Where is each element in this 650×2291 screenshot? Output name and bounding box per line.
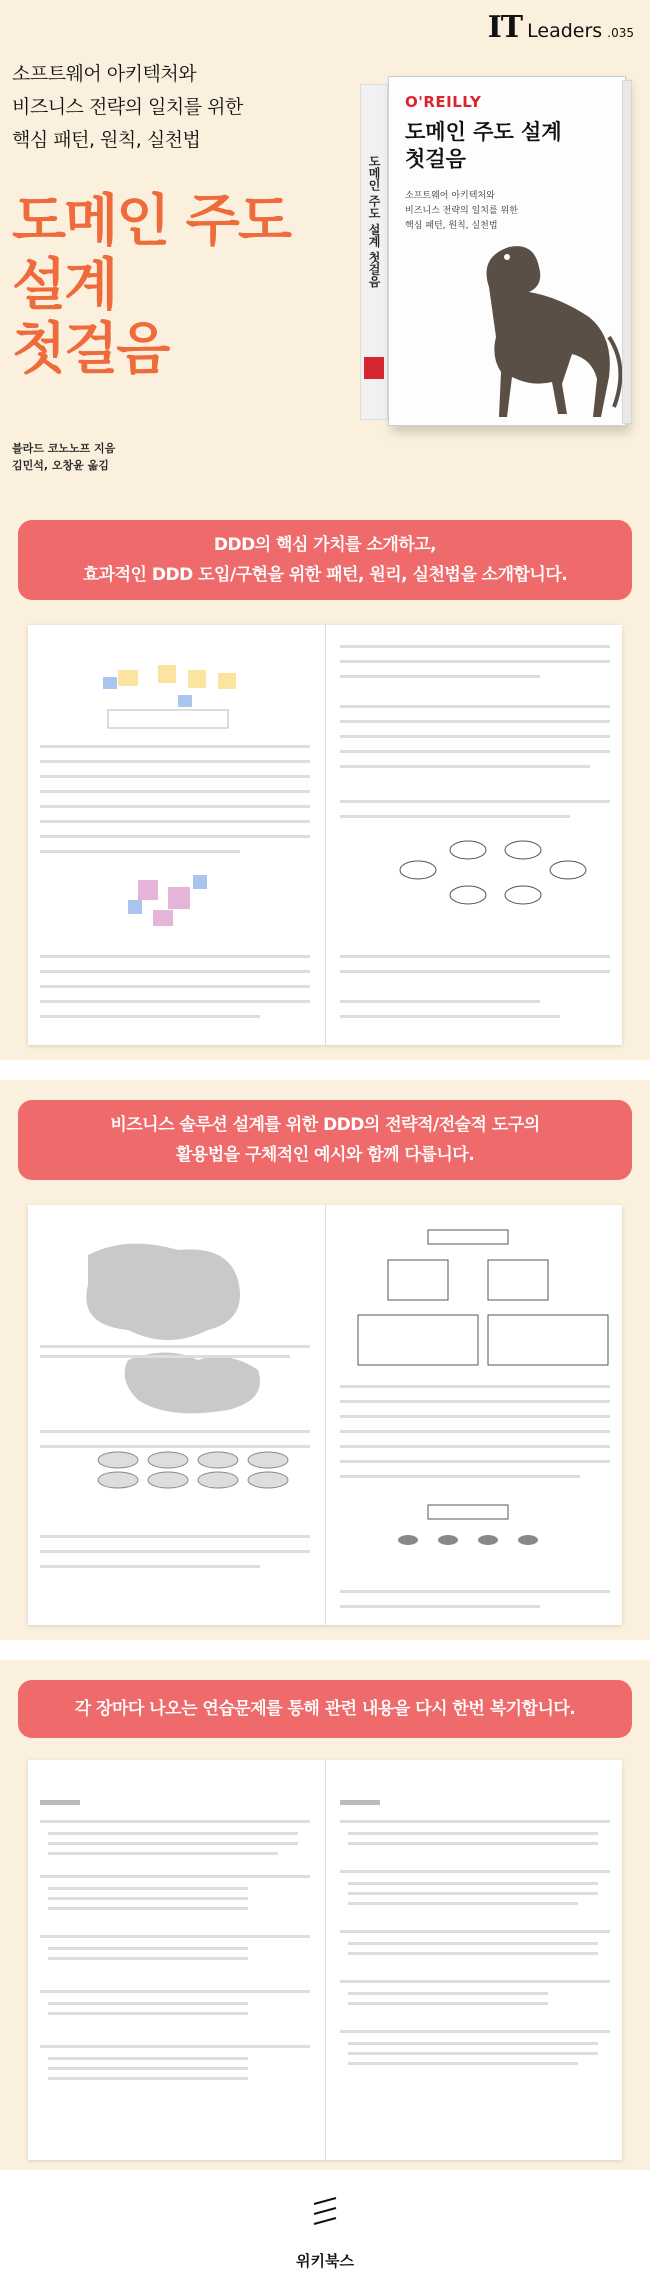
page-spread-image-1 xyxy=(28,625,622,1045)
subtitle-line: 소프트웨어 아키텍처와 xyxy=(12,63,197,85)
footer xyxy=(0,2170,650,2291)
hero-section xyxy=(0,0,650,500)
banner-line: DDD의 핵심 가치를 소개하고, xyxy=(213,535,437,555)
spread-gutter xyxy=(325,1205,326,1625)
hero-subtitle xyxy=(12,58,342,157)
banner-line: 각 장마다 나오는 연습문제를 통해 관련 내용을 다시 한번 복기합니다. xyxy=(74,1699,576,1719)
title-line: 설계 xyxy=(12,253,117,318)
publisher-name: 위키북스 xyxy=(296,2252,354,2270)
publisher-logo: O'REILLY xyxy=(405,93,482,111)
spine-logo-icon xyxy=(364,357,384,379)
book-page-edges xyxy=(622,80,632,424)
title-line: 도메인 주도 xyxy=(12,189,290,254)
book-desc-line: 비즈니스 전략의 일치를 위한 xyxy=(405,206,518,216)
author-credit: 블라드 코노노프 지음 xyxy=(12,442,116,455)
publisher-mark-icon xyxy=(310,2196,340,2236)
title-line: 첫걸음 xyxy=(12,317,169,382)
feature-section-2 xyxy=(0,1080,650,1640)
feature-banner-3 xyxy=(18,1680,632,1738)
page-spread-image-2 xyxy=(28,1205,622,1625)
series-name: Leaders xyxy=(527,20,603,42)
hero-credits xyxy=(12,440,115,474)
feature-banner-1 xyxy=(18,520,632,600)
book-spine xyxy=(360,84,388,420)
feature-banner-2 xyxy=(18,1100,632,1180)
banner-line: 효과적인 DDD 도입/구현을 위한 패턴, 원리, 실천법을 소개합니다. xyxy=(82,565,568,585)
monkey-illustration-icon xyxy=(459,227,629,417)
banner-line: 활용법을 구체적인 예시와 함께 다룹니다. xyxy=(175,1145,475,1165)
translator-credit: 김민석, 오창윤 옮김 xyxy=(12,459,109,472)
book-title xyxy=(405,119,562,173)
book-desc-line: 소프트웨어 아키텍처와 xyxy=(405,191,495,201)
subtitle-line: 핵심 패턴, 원칙, 실천법 xyxy=(12,129,201,151)
spread-gutter xyxy=(325,1760,326,2160)
series-brand: IT xyxy=(487,10,523,45)
book-title-line: 첫걸음 xyxy=(405,147,466,171)
spread-gutter xyxy=(325,625,326,1045)
spine-title: 도메인 주도 설계 첫걸음 xyxy=(367,155,381,288)
feature-section-3 xyxy=(0,1660,650,2170)
book-cover-image xyxy=(360,76,630,426)
series-number: .035 xyxy=(607,26,634,40)
subtitle-line: 비즈니스 전략의 일치를 위한 xyxy=(12,96,243,118)
book-front xyxy=(388,76,626,426)
book-title-line: 도메인 주도 설계 xyxy=(405,120,562,144)
feature-section-1 xyxy=(0,500,650,1060)
page-spread-image-3 xyxy=(28,1760,622,2160)
banner-line: 비즈니스 솔루션 설계를 위한 DDD의 전략적/전술적 도구의 xyxy=(110,1115,540,1135)
book-desc-line: 핵심 패턴, 원칙, 실천법 xyxy=(405,221,498,231)
series-logo xyxy=(488,10,634,45)
hero-title xyxy=(12,190,352,382)
